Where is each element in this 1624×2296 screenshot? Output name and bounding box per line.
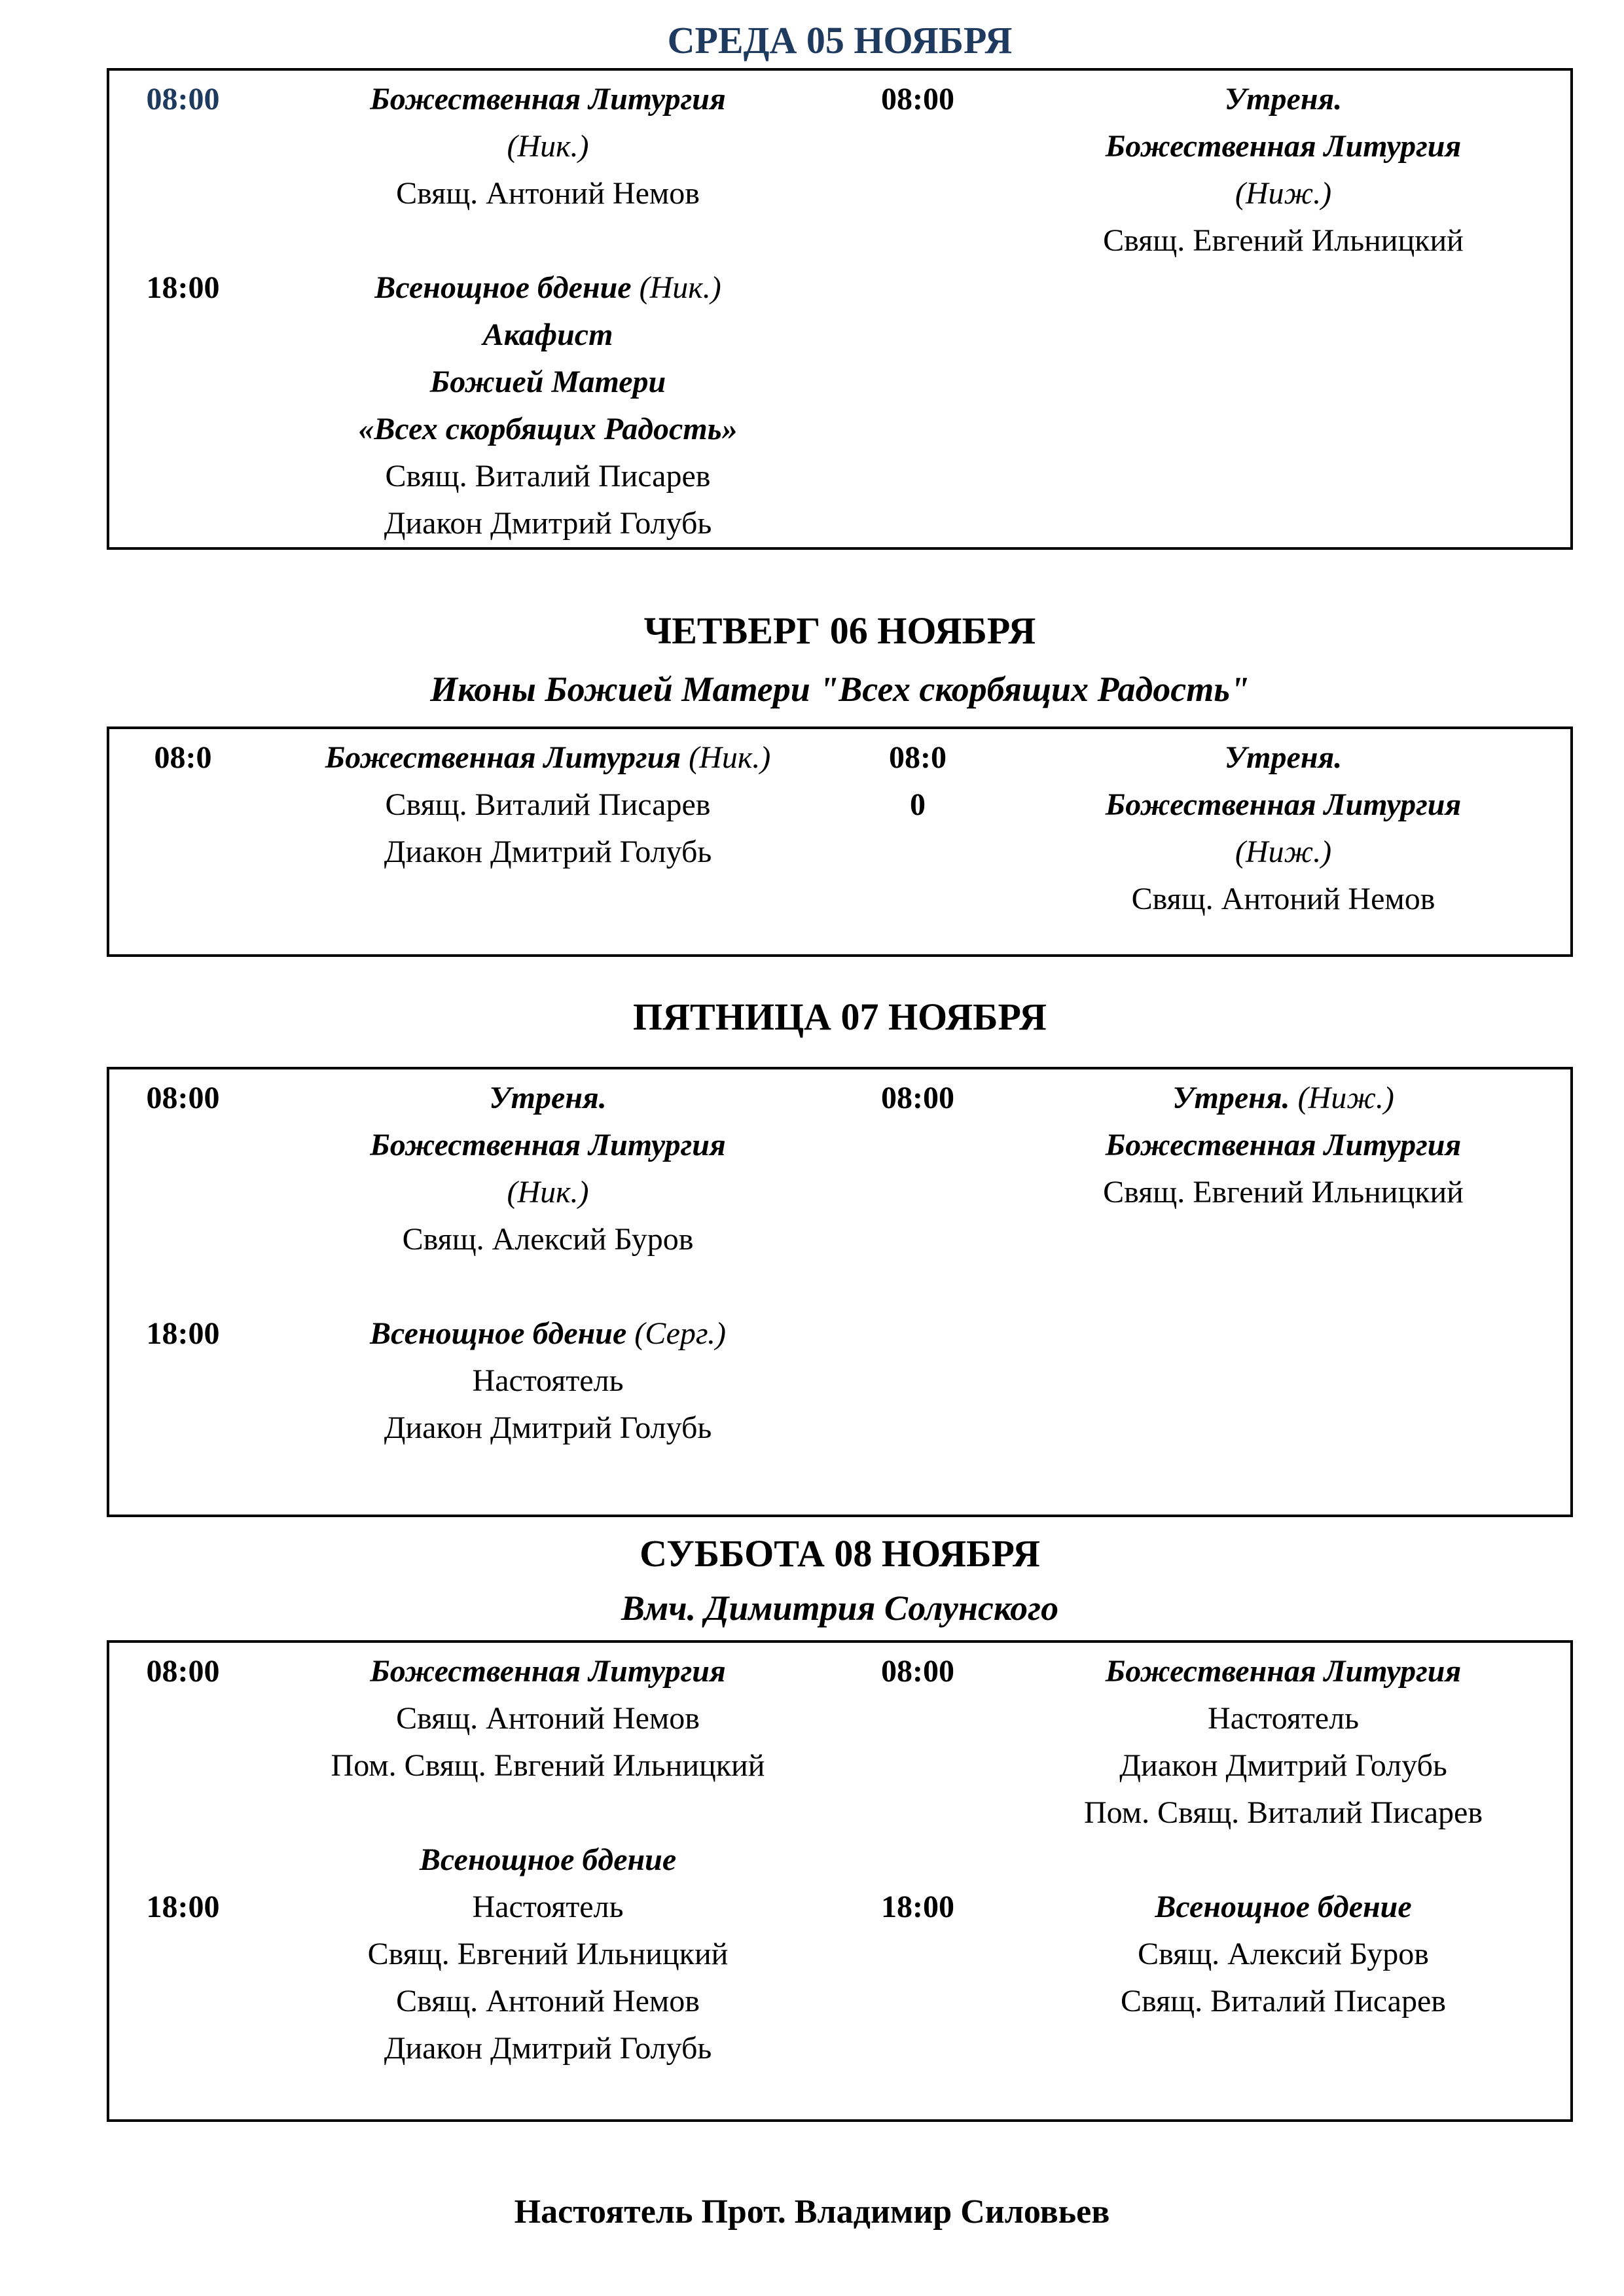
day-title: СРЕДА 05 НОЯБРЯ: [667, 19, 1013, 62]
text-segment: Божественная Литургия: [1105, 1654, 1462, 1689]
service-line-right: [996, 217, 1570, 264]
service-line-left: [257, 1695, 839, 1742]
text-segment: Божественная Литургия: [1105, 129, 1462, 164]
service-line-right: [996, 359, 1570, 406]
time-cell-left: [109, 500, 257, 547]
service-line-right: [996, 1978, 1570, 2025]
service-line-right: [996, 1405, 1570, 1452]
text-segment: Божественная Литургия: [1105, 787, 1462, 822]
time-cell-left: 18:00: [146, 1316, 220, 1351]
time-cell-left: [109, 1695, 257, 1742]
time-cell-left: [109, 217, 257, 264]
time-cell-right: [839, 1357, 996, 1405]
service-line-left: [257, 876, 839, 923]
service-line-left: [257, 1931, 839, 1978]
time-cell-left: 18:00: [146, 1890, 220, 1924]
service-line-left: [257, 264, 839, 312]
service-line-left: [257, 1648, 839, 1695]
time-cell-right: [839, 453, 996, 500]
service-line-left: [257, 2072, 839, 2119]
service-line-left: [257, 1742, 839, 1789]
text-segment: Всенощное бдение: [1155, 1890, 1412, 1924]
service-line-left: [257, 829, 839, 876]
service-line-left: [257, 1263, 839, 1310]
time-cell-left: 08:00: [146, 1654, 220, 1689]
time-cell-right: 08:00: [881, 82, 954, 117]
service-line-right: [996, 123, 1570, 170]
time-cell-right: [839, 1310, 996, 1357]
service-line-right: [996, 2025, 1570, 2072]
time-cell-right: [839, 312, 996, 359]
day-section-3: [107, 994, 1573, 1517]
text-segment: (Ниж.): [1235, 834, 1332, 869]
text-segment: Диакон Дмитрий Голубь: [384, 2031, 712, 2066]
service-line-right: [996, 1310, 1570, 1357]
time-cell-left: [109, 2025, 257, 2072]
time-cell-left: [109, 1122, 257, 1169]
service-line-left: [257, 1310, 839, 1357]
text-segment: Диакон Дмитрий Голубь: [384, 506, 712, 541]
text-segment: Свящ. Антоний Немов: [396, 176, 700, 211]
text-segment: Настоятель: [1208, 1701, 1359, 1736]
service-line-left: [257, 406, 839, 453]
day-section-2: [107, 607, 1573, 957]
time-cell-left: [109, 1931, 257, 1978]
time-cell-right: [839, 1978, 996, 2025]
service-line-right: [996, 264, 1570, 312]
text-segment: Акафист: [482, 317, 613, 352]
day-subtitle: Вмч. Димитрия Солунского: [621, 1588, 1059, 1628]
text-segment: Утреня.: [489, 1081, 607, 1115]
time-cell-right: [839, 1742, 996, 1789]
service-line-left: [257, 1357, 839, 1405]
text-segment: Божественная Литургия: [370, 1128, 726, 1162]
time-cell-left: [109, 406, 257, 453]
day-table: [107, 1067, 1573, 1517]
day-section-1: [107, 17, 1573, 550]
service-line-left: [257, 734, 839, 781]
time-cell-right: [839, 1695, 996, 1742]
time-cell-left: [109, 2072, 257, 2119]
time-cell-right: [839, 1789, 996, 1837]
text-segment: Всенощное бдение: [369, 1316, 635, 1351]
time-cell-left: 08:0: [154, 740, 212, 775]
service-line-left: [257, 453, 839, 500]
text-segment: Настоятель: [472, 1363, 624, 1398]
day-subtitle: Иконы Божией Матери "Всех скорбящих Радость": [430, 670, 1250, 709]
service-line-left: [257, 1075, 839, 1122]
time-cell-left: [109, 312, 257, 359]
service-line-right: [996, 734, 1570, 781]
day-table: [107, 1640, 1573, 2122]
service-line-right: [996, 1695, 1570, 1742]
time-cell-left: [109, 829, 257, 876]
time-cell-right: [839, 2025, 996, 2072]
service-line-left: [257, 217, 839, 264]
time-cell-right: [839, 123, 996, 170]
time-cell-right: [839, 1837, 996, 1884]
service-line-right: [996, 1742, 1570, 1789]
service-line-right: [996, 1169, 1570, 1216]
service-line-left: [257, 2025, 839, 2072]
time-cell-left: 08:00: [146, 82, 220, 117]
service-line-right: [996, 1931, 1570, 1978]
time-cell-left: [109, 453, 257, 500]
time-cell-left: [109, 876, 257, 923]
day-section-4: [107, 1530, 1573, 2122]
service-line-right: [996, 406, 1570, 453]
time-cell-left: [109, 1789, 257, 1837]
time-cell-right: [839, 406, 996, 453]
service-line-left: [257, 1837, 839, 1884]
service-line-left: [257, 170, 839, 217]
service-line-left: [257, 1789, 839, 1837]
time-cell-left: [109, 1837, 257, 1884]
service-line-right: [996, 1075, 1570, 1122]
service-line-right: [996, 1884, 1570, 1931]
text-segment: Свящ. Виталий Писарев: [385, 459, 711, 493]
time-cell-right: 08:00: [881, 1081, 954, 1115]
time-cell-right: [839, 217, 996, 264]
text-segment: Утреня.: [1224, 740, 1343, 775]
service-line-right: [996, 1216, 1570, 1263]
service-line-right: [996, 76, 1570, 123]
service-line-right: [996, 829, 1570, 876]
text-segment: Божественная Литургия: [1105, 1128, 1462, 1162]
text-segment: (Ник.): [507, 1175, 589, 1210]
time-cell-right: [839, 1122, 996, 1169]
time-cell-left: [109, 1169, 257, 1216]
time-cell-right: [839, 170, 996, 217]
time-cell-left: [109, 359, 257, 406]
service-line-left: [257, 781, 839, 829]
service-line-right: [996, 2072, 1570, 2119]
time-cell-right: 18:00: [881, 1890, 954, 1924]
time-cell-right: [839, 1452, 996, 1499]
service-line-left: [257, 1169, 839, 1216]
text-segment: Божественная Литургия: [325, 740, 689, 775]
text-segment: Свящ. Алексий Буров: [402, 1222, 694, 1257]
time-cell-left: [109, 1216, 257, 1263]
service-line-right: [996, 876, 1570, 923]
service-line-left: [257, 1452, 839, 1499]
text-segment: Диакон Дмитрий Голубь: [384, 1410, 712, 1445]
text-segment: Диакон Дмитрий Голубь: [1119, 1748, 1447, 1783]
text-segment: Свящ. Евгений Ильницкий: [367, 1937, 729, 1971]
service-line-right: [996, 500, 1570, 547]
time-cell-right: [839, 1216, 996, 1263]
service-line-right: [996, 1837, 1570, 1884]
text-segment: Божественная Литургия: [370, 82, 726, 117]
time-cell-right: 08:00: [881, 1654, 954, 1689]
service-line-left: [257, 1216, 839, 1263]
text-segment: Свящ. Алексий Буров: [1138, 1937, 1429, 1971]
time-cell-left: 18:00: [146, 270, 220, 305]
time-cell-left: [109, 1978, 257, 2025]
time-cell-right: [839, 359, 996, 406]
time-cell-left: [109, 1263, 257, 1310]
day-title: ПЯТНИЦА 07 НОЯБРЯ: [633, 996, 1047, 1038]
text-segment: Свящ. Антоний Немов: [396, 1984, 700, 2018]
text-segment: (Ниж.): [1235, 176, 1332, 211]
day-table: [107, 726, 1573, 957]
service-line-left: [257, 1405, 839, 1452]
time-cell-right: [839, 876, 996, 923]
service-line-left: [257, 500, 839, 547]
day-table: [107, 68, 1573, 550]
text-segment: Утреня.: [1172, 1081, 1298, 1115]
text-segment: Божественная Литургия: [370, 1654, 726, 1689]
text-segment: Свящ. Евгений Ильницкий: [1103, 223, 1464, 258]
service-line-left: [257, 1884, 839, 1931]
time-cell-right: [839, 1263, 996, 1310]
text-segment: Свящ. Антоний Немов: [1131, 882, 1435, 916]
service-line-left: [257, 76, 839, 123]
time-cell-right: [839, 264, 996, 312]
service-line-left: [257, 312, 839, 359]
time-cell-left: [109, 781, 257, 829]
day-title: ЧЕТВЕРГ 06 НОЯБРЯ: [643, 609, 1036, 652]
service-line-right: [996, 170, 1570, 217]
service-line-left: [257, 1978, 839, 2025]
time-cell-right: [839, 1169, 996, 1216]
service-line-left: [257, 123, 839, 170]
text-segment: Пом. Свящ. Евгений Ильницкий: [331, 1748, 765, 1783]
service-line-right: [996, 781, 1570, 829]
service-line-right: [996, 1789, 1570, 1837]
time-cell-right: [839, 829, 996, 876]
time-cell-left: [109, 170, 257, 217]
text-segment: Диакон Дмитрий Голубь: [384, 834, 712, 869]
text-segment: Божией Матери: [429, 365, 666, 399]
service-line-right: [996, 1122, 1570, 1169]
service-line-right: [996, 312, 1570, 359]
text-segment: «Всех скорбящих Радость»: [358, 412, 738, 446]
text-segment: Всенощное бдение: [419, 1842, 677, 1877]
time-cell-left: 08:00: [146, 1081, 220, 1115]
time-cell-right: 08:0: [889, 740, 947, 775]
service-line-right: [996, 1263, 1570, 1310]
text-segment: Свящ. Виталий Писарев: [1121, 1984, 1446, 2018]
text-segment: (Ник.): [639, 270, 721, 305]
text-segment: (Ниж.): [1297, 1081, 1394, 1115]
time-cell-left: [109, 123, 257, 170]
service-line-right: [996, 1452, 1570, 1499]
schedule: [107, 17, 1573, 2122]
text-segment: Свящ. Виталий Писарев: [385, 787, 711, 822]
text-segment: (Ник.): [507, 129, 589, 164]
text-segment: (Серг.): [634, 1316, 726, 1351]
text-segment: Утреня.: [1224, 82, 1343, 117]
text-segment: Пом. Свящ. Виталий Писарев: [1083, 1795, 1483, 1830]
time-cell-right: [839, 2072, 996, 2119]
service-line-right: [996, 1648, 1570, 1695]
text-segment: (Ник.): [689, 740, 771, 775]
time-cell-left: [109, 1452, 257, 1499]
service-line-right: [996, 1357, 1570, 1405]
day-title: СУББОТА 08 НОЯБРЯ: [640, 1532, 1040, 1575]
time-cell-right: [839, 500, 996, 547]
time-cell-left: [109, 1742, 257, 1789]
time-cell-right: [839, 1931, 996, 1978]
text-segment: Всенощное бдение: [374, 270, 640, 305]
service-line-right: [996, 453, 1570, 500]
time-cell-left: [109, 1405, 257, 1452]
footer-text: Настоятель Прот. Владимир Силовьев: [514, 2193, 1110, 2231]
time-cell-left: [109, 1357, 257, 1405]
time-cell-right: 0: [910, 787, 926, 822]
time-cell-right: [839, 1405, 996, 1452]
service-line-left: [257, 359, 839, 406]
text-segment: Настоятель: [472, 1890, 624, 1924]
text-segment: Свящ. Антоний Немов: [396, 1701, 700, 1736]
service-line-left: [257, 1122, 839, 1169]
text-segment: Свящ. Евгений Ильницкий: [1103, 1175, 1464, 1210]
